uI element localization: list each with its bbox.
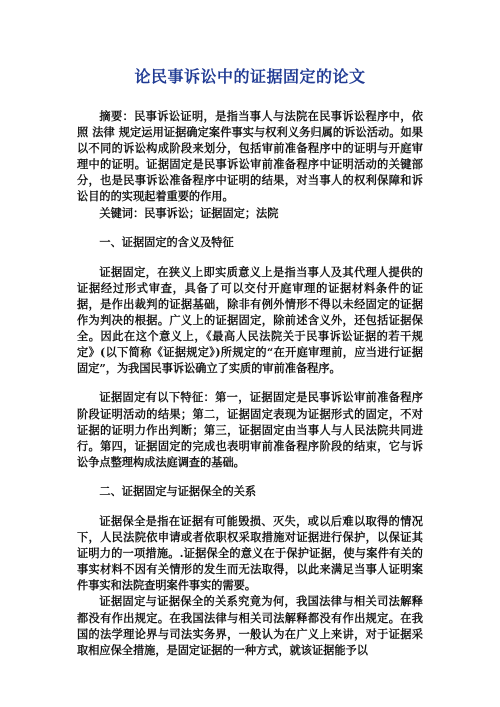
spacer xyxy=(77,376,423,389)
spacer xyxy=(77,221,423,234)
spacer xyxy=(77,470,423,483)
section-1-heading: 一、证据固定的含义及特征 xyxy=(99,234,234,249)
spacer xyxy=(77,499,423,513)
section-1-paragraph-2: 证据固定有以下特征：第一，证据固定是民事诉讼审前准备程序阶段证明活动的结果；第二，证据固定表现为证据形式的固定，不对证据的证明力作出判断；第三，证据固定由当事人与人民法院共同进行。第四，证据固定的完成也表明审前准备程序阶段的结束，它与诉讼争点整理构成法庭调查的基础。 xyxy=(77,390,423,469)
section-2-paragraph-1: 证据保全是指在证据有可能毁损、灭失，或以后难以取得的情况下，人民法院依申请或者依职权采取措施对证据进行保护，以保证其证明力的一项措施。.证据保全的意义在于保护证据，使与案件有关的事实材料不因有关情形的发生而无法取得，以此来满足当事人证明案件事实和法院查明案件事实的需要。 xyxy=(77,513,423,593)
document-title: 论民事诉讼中的证据固定的论文 xyxy=(134,67,366,86)
section-2-heading: 二、证据固定与证据保全的关系 xyxy=(99,483,257,498)
abstract-paragraph: 摘要：民事诉讼证明，是指当事人与法院在民事诉讼程序中，依照 法律 规定运用证据确定案件事实与权利义务归属的诉讼活动。如果以不同的诉讼构成阶段来划分，包括审前准备程序中的证明与开庭审理中的证明。证据固定是民事诉讼审前准备程序中证明活动的关键部分，也是民事诉讼准备程序中证明的结果，对当事人的权利保障和诉讼目的的实现起着重要的作用。 xyxy=(77,109,423,204)
section-2-paragraph-2: 证据固定与证据保全的关系究竟为何，我国法律与相关司法解释都没有作出规定。在我国法律与相关司法解释都没有作出规定。在我国的法学理论界与司法实务界，一般认为在广义上来讲，对于证据采取相应保全措施，是固定证据的一种方式，就该证据能予以 xyxy=(77,594,423,657)
keywords-line: 关键词：民事诉讼；证据固定；法院 xyxy=(99,205,279,220)
document-body xyxy=(77,108,423,658)
section-1-paragraph-1: 证据固定，在狭义上即实质意义上是指当事人及其代理人提供的证据经过形式审查，具备了可以交付开庭审理的证据材料条件的证据，是作出裁判的证据基础，除非有例外情形不得以未经固定的证据作为判决的根据。广义上的证据固定，除前述含义外，还包括证据保全。因此在这个意义上，《最高人民法院关于民事诉讼证据的若干规定》(以下简称《证据规定》)所规定的“在开庭审理前，应当进行证据固定”，为我国民事诉讼确立了实质的审前准备程序。 xyxy=(77,264,423,376)
spacer xyxy=(77,250,423,264)
